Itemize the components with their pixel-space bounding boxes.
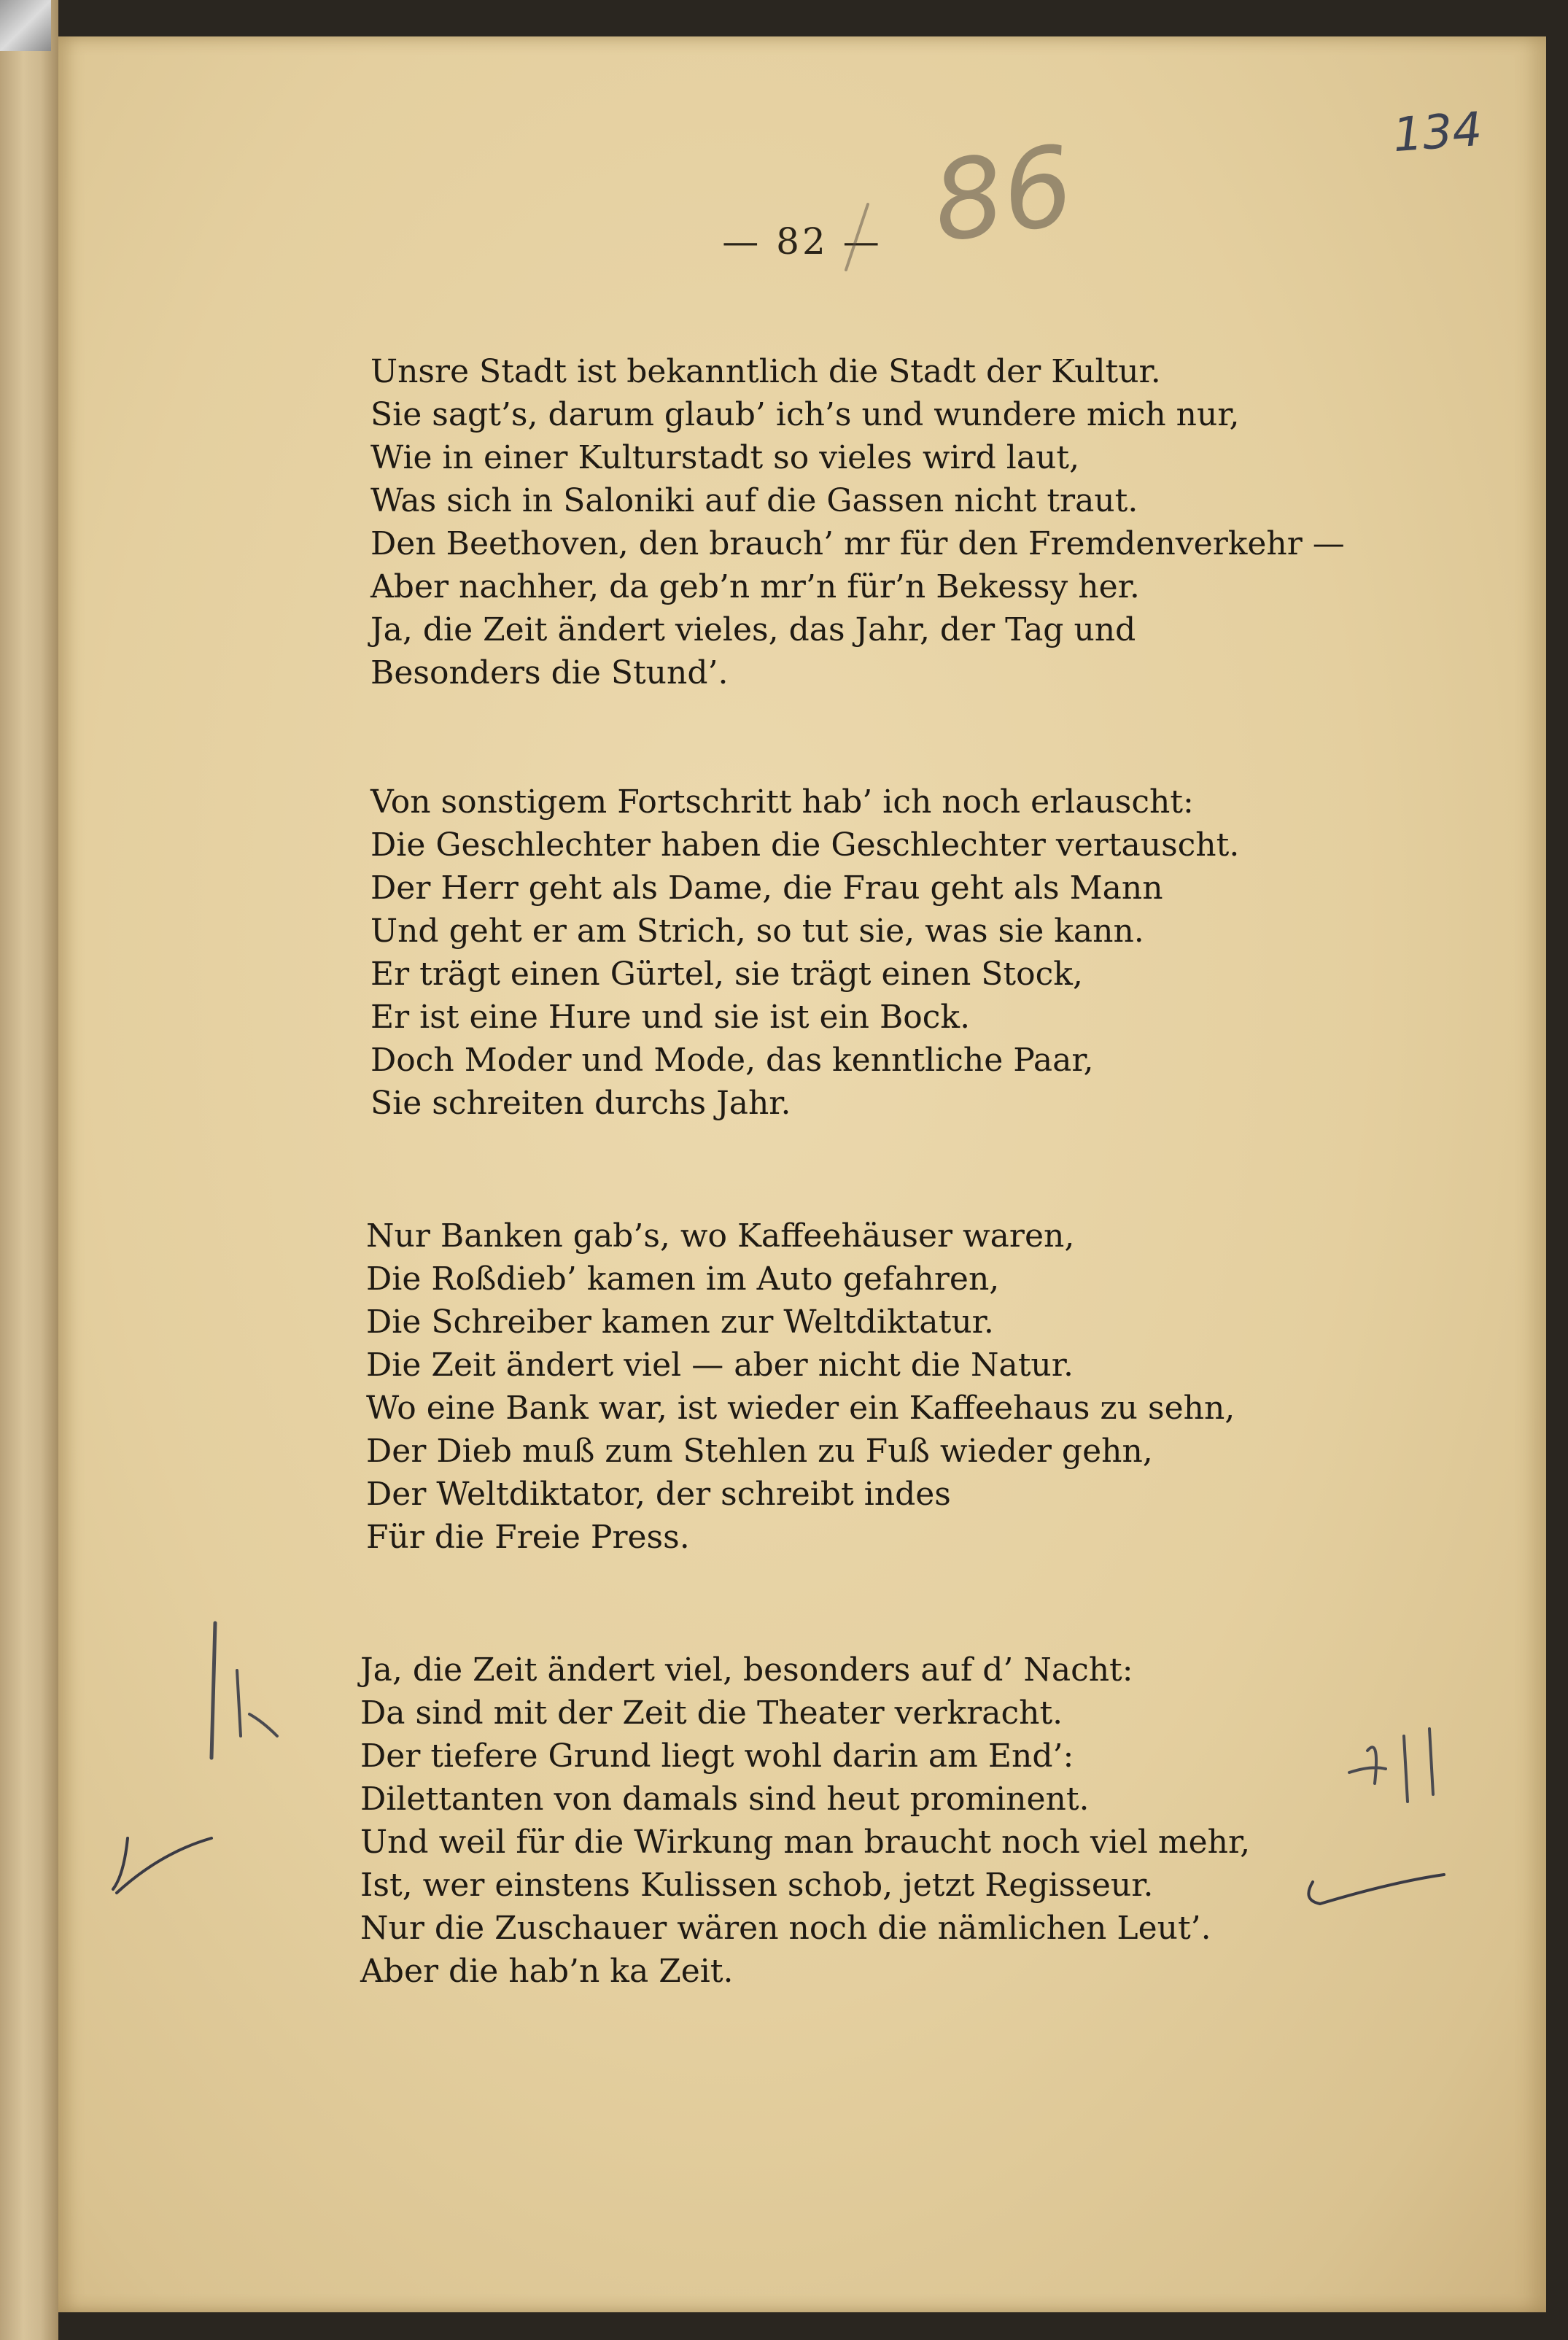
verse-line: Wie in einer Kulturstadt so vieles wird laut, [370,439,1080,476]
verse-line: Der Dieb muß zum Stehlen zu Fuß wieder gehn, [366,1433,1153,1470]
pencil-stroke-left-mark [237,1670,277,1736]
verse-line: Für die Freie Press. [366,1519,690,1556]
verse-line: Die Schreiber kamen zur Weltdiktatur. [366,1303,994,1341]
stanza-1 [370,350,1345,694]
verse-line: Von sonstigem Fortschritt hab’ ich noch erlauscht: [370,783,1194,821]
verse-line: Dilettanten von damals sind heut prominent. [360,1781,1090,1818]
verse-line: Besonders die Stund’. [370,654,729,691]
stanza-2 [370,780,1239,1125]
verse-line: Der Weltdiktator, der schreibt indes [366,1476,951,1513]
verse-line: Und weil für die Wirkung man braucht noch viel mehr, [360,1824,1251,1861]
verse-line: Und geht er am Strich, so tut sie, was sie kann. [370,913,1144,950]
verse-line: Sie schreiten durchs Jahr. [370,1085,791,1122]
verse-line: Der Herr geht als Dame, die Frau geht als Mann [370,869,1163,907]
verse-line: Da sind mit der Zeit die Theater verkracht. [360,1694,1063,1732]
verse-line: Was sich in Saloniki auf die Gassen nicht traut. [370,482,1138,519]
verse-line: Sie sagt’s, darum glaub’ ich’s und wundere mich nur, [370,396,1240,433]
verse-line: Die Geschlechter haben die Geschlechter vertauscht. [370,826,1240,864]
verse-line: Ist, wer einstens Kulissen schob, jetzt Regisseur. [360,1867,1154,1904]
corner-tab [0,0,51,51]
verse-line: Aber nachher, da geb’n mr’n für’n Bekessy her. [370,568,1140,605]
pencil-stroke-right-mark [1349,1747,1386,1783]
verse-line: Er trägt einen Gürtel, sie trägt einen Stock, [370,956,1083,993]
verse-line: Ja, die Zeit ändert viel, besonders auf d’ Nacht: [360,1651,1133,1689]
folio-number: 134 [1391,102,1484,163]
page-number: — 82 — [722,220,882,263]
verse-line: Wo eine Bank war, ist wieder ein Kaffeehaus zu sehn, [366,1390,1235,1427]
verse-line: Nur Banken gab’s, wo Kaffeehäuser waren, [366,1217,1075,1255]
verse-line: Der tiefere Grund liegt wohl darin am End’: [360,1737,1074,1775]
pencil-stroke-right-bars [1404,1729,1433,1802]
verse-line: Den Beethoven, den brauch’ mr für den Fremdenverkehr — [370,525,1345,562]
book-spine [0,0,58,2340]
verse-line: Unsre Stadt ist bekanntlich die Stadt der Kultur. [370,353,1161,390]
verse-line: Die Zeit ändert viel — aber nicht die Natur. [366,1347,1074,1384]
verse-line: Doch Moder und Mode, das kenntliche Paar, [370,1042,1094,1079]
stanza-4 [360,1649,1250,1993]
book-page [58,36,1546,2312]
verse-line: Aber die hab’n ka Zeit. [360,1953,734,1990]
check-mark-icon [113,1838,211,1893]
pencil-stroke-left-bar [211,1623,215,1758]
check-mark-icon [1308,1875,1444,1904]
stanza-3 [366,1214,1235,1559]
verse-line: Ja, die Zeit ändert vieles, das Jahr, der Tag und [370,611,1136,648]
pencil-page-number: 86 [925,122,1082,268]
verse-line: Nur die Zuschauer wären noch die nämlichen Leut’. [360,1910,1211,1947]
verse-line: Er ist eine Hure und sie ist ein Bock. [370,999,971,1036]
verse-line: Die Roßdieb’ kamen im Auto gefahren, [366,1260,1000,1298]
